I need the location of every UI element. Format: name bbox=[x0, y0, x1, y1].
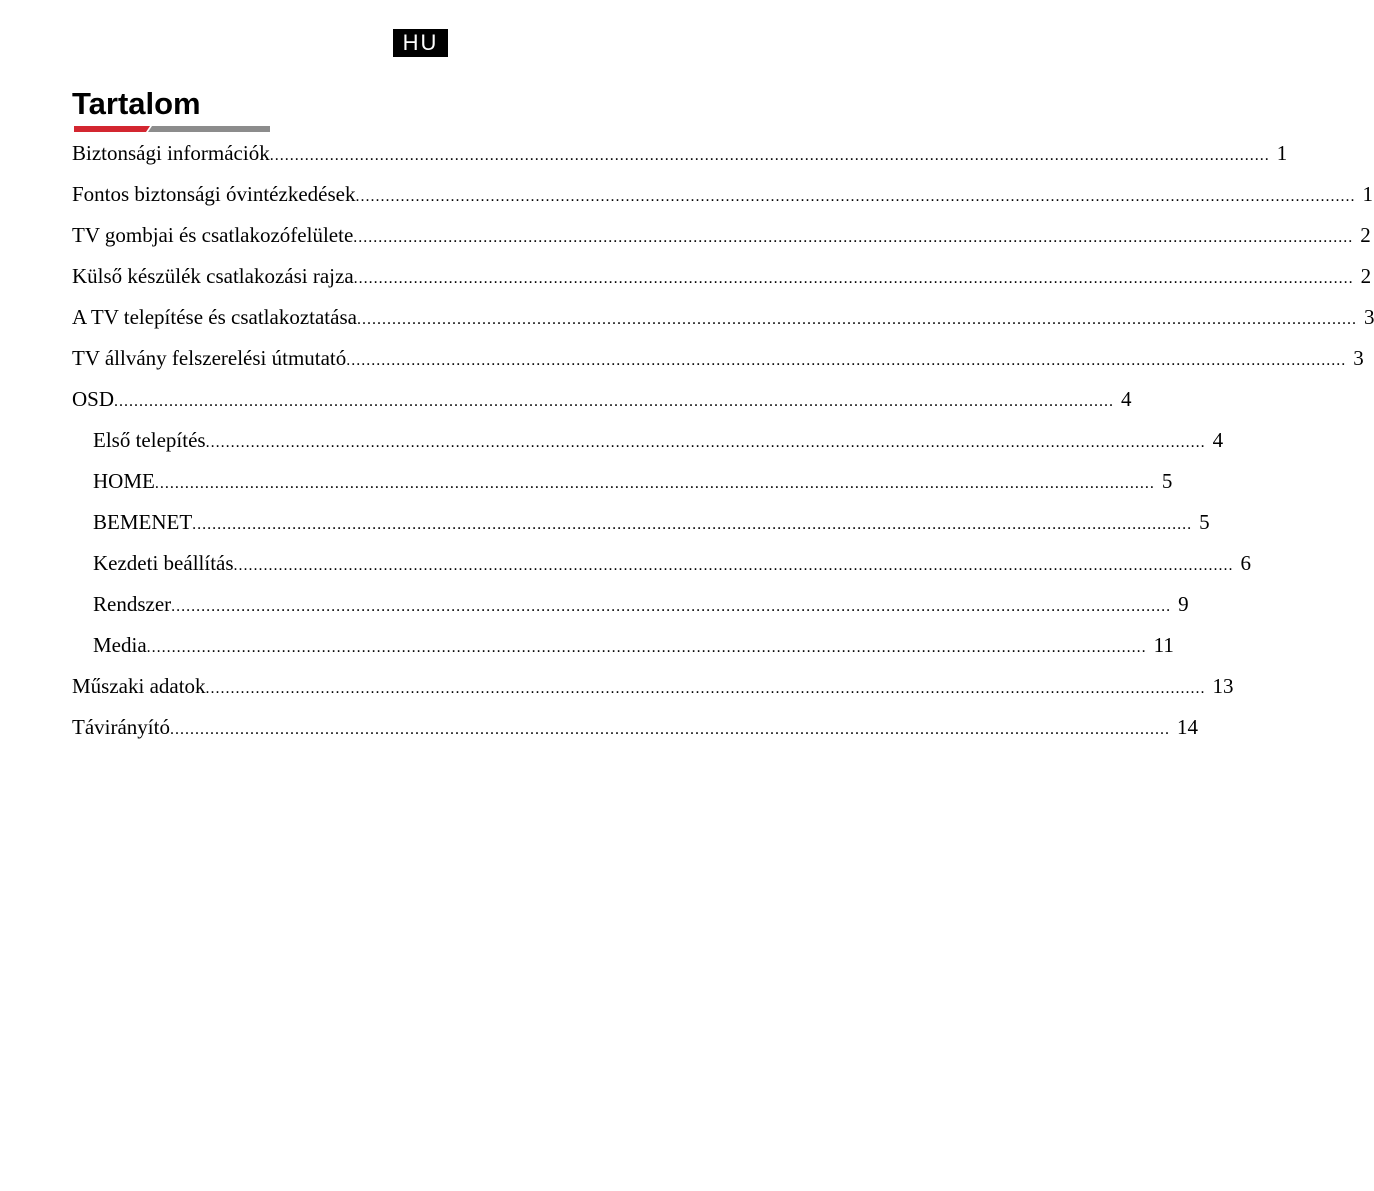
toc-entry[interactable] bbox=[72, 707, 1198, 748]
toc-entry-page: 1 bbox=[1276, 141, 1288, 165]
toc-entry-title: Első telepítés bbox=[93, 428, 206, 452]
toc-entry-title: Media bbox=[93, 633, 147, 657]
toc-entry[interactable] bbox=[72, 379, 1132, 420]
toc-entry-page: 2 bbox=[1360, 223, 1371, 247]
toc-entry[interactable] bbox=[72, 625, 1174, 666]
page-title: Tartalom bbox=[72, 86, 201, 121]
toc-entry[interactable] bbox=[72, 584, 1189, 625]
toc-entry-page: 1 bbox=[1362, 182, 1373, 206]
toc-entry-title: BEMENET bbox=[93, 510, 193, 534]
heading-underline bbox=[74, 126, 270, 132]
toc-leader-dots: ........................................................................................................................................................................................................ bbox=[356, 311, 1357, 328]
toc-leader-dots: ........................................................................................................................................................................................................ bbox=[171, 598, 1172, 615]
toc-leader-dots: ........................................................................................................................................................................................................ bbox=[269, 147, 1270, 164]
toc-leader-dots: ........................................................................................................................................................................................................ bbox=[353, 229, 1354, 246]
toc-entry-page: 9 bbox=[1178, 592, 1189, 616]
table-of-contents bbox=[72, 133, 1374, 748]
toc-leader-dots: ........................................................................................................................................................................................................ bbox=[205, 434, 1206, 451]
toc-entry-page: 3 bbox=[1363, 305, 1374, 329]
toc-entry-title: Rendszer bbox=[93, 592, 172, 616]
toc-entry[interactable] bbox=[72, 420, 1224, 461]
toc-entry-page: 6 bbox=[1240, 551, 1252, 575]
toc-entry-page: 2 bbox=[1360, 264, 1372, 288]
toc-entry[interactable] bbox=[72, 666, 1234, 707]
toc-entry-page: 13 bbox=[1212, 674, 1234, 698]
toc-entry[interactable] bbox=[72, 502, 1210, 543]
toc-entry-title: OSD bbox=[72, 387, 115, 411]
toc-leader-dots: ........................................................................................................................................................................................................ bbox=[114, 393, 1115, 410]
toc-entry-title: A TV telepítése és csatlakoztatása bbox=[72, 305, 357, 329]
toc-leader-dots: ........................................................................................................................................................................................................ bbox=[353, 270, 1354, 287]
toc-leader-dots: ........................................................................................................................................................................................................ bbox=[154, 475, 1155, 492]
toc-entry-title: Kezdeti beállítás bbox=[93, 551, 234, 575]
toc-entry-page: 14 bbox=[1176, 715, 1198, 739]
toc-entry-title: Biztonsági információk bbox=[72, 141, 270, 165]
toc-entry[interactable] bbox=[72, 297, 1374, 338]
toc-entry-page: 3 bbox=[1353, 346, 1364, 370]
toc-entry-title: TV állvány felszerelési útmutató bbox=[72, 346, 347, 370]
toc-entry[interactable] bbox=[72, 256, 1372, 297]
toc-leader-dots: ........................................................................................................................................................................................................ bbox=[192, 516, 1193, 533]
toc-leader-dots: ........................................................................................................................................................................................................ bbox=[355, 188, 1356, 205]
toc-entry[interactable] bbox=[72, 461, 1173, 502]
toc-entry-page: 4 bbox=[1212, 428, 1224, 452]
toc-entry-title: Távirányító bbox=[72, 715, 170, 739]
toc-entry-title: HOME bbox=[93, 469, 155, 493]
toc-leader-dots: ........................................................................................................................................................................................................ bbox=[205, 680, 1206, 697]
toc-leader-dots: ........................................................................................................................................................................................................ bbox=[146, 639, 1147, 656]
toc-entry-title: Műszaki adatok bbox=[72, 674, 206, 698]
toc-entry[interactable] bbox=[72, 338, 1364, 379]
heading-underline-red bbox=[74, 126, 150, 132]
toc-entry-title: Fontos biztonsági óvintézkedések bbox=[72, 182, 356, 206]
language-badge: HU bbox=[393, 29, 448, 57]
toc-entry[interactable] bbox=[72, 215, 1371, 256]
toc-leader-dots: ........................................................................................................................................................................................................ bbox=[346, 352, 1347, 369]
toc-entry-title: Külső készülék csatlakozási rajza bbox=[72, 264, 354, 288]
toc-entry[interactable] bbox=[72, 543, 1252, 584]
toc-entry[interactable] bbox=[72, 133, 1288, 174]
toc-entry[interactable] bbox=[72, 174, 1373, 215]
heading-underline-gray bbox=[148, 126, 270, 132]
toc-entry-page: 11 bbox=[1153, 633, 1174, 657]
toc-leader-dots: ........................................................................................................................................................................................................ bbox=[169, 721, 1170, 738]
toc-leader-dots: ........................................................................................................................................................................................................ bbox=[233, 557, 1234, 574]
toc-entry-page: 5 bbox=[1199, 510, 1210, 534]
toc-entry-title: TV gombjai és csatlakozófelülete bbox=[72, 223, 354, 247]
toc-entry-page: 5 bbox=[1161, 469, 1173, 493]
toc-entry-page: 4 bbox=[1121, 387, 1132, 411]
